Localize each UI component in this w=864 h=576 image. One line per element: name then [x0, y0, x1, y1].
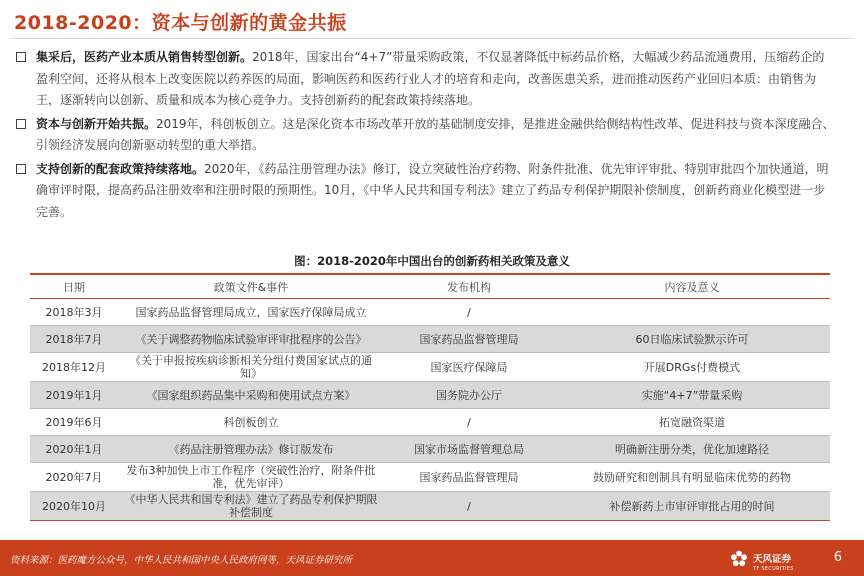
cell-content: 拓宽融资渠道	[554, 409, 830, 436]
table-caption: 图：2018-2020年中国出台的创新药相关政策及意义	[294, 254, 570, 268]
flower-logo-icon	[728, 548, 750, 570]
bullet-lead: 支持创新的配套政策持续落地。	[36, 161, 205, 176]
cell-policy: 《关于申报按疾病诊断相关分组付费国家试点的通知》	[118, 353, 384, 382]
cell-content: 鼓励研究和创制具有明显临床优势的药物	[554, 463, 830, 492]
column-header-policy: 政策文件&事件	[118, 274, 384, 299]
cell-content: 60日临床试验默示许可	[554, 326, 830, 353]
column-header-agency: 发布机构	[384, 274, 554, 299]
table-row	[30, 382, 830, 409]
cell-date: 2018年7月	[30, 326, 118, 353]
brand-name: 天风证券	[753, 553, 792, 565]
cell-content: 实施“4+7”带量采购	[554, 382, 830, 409]
cell-agency: /	[384, 299, 554, 326]
cell-date: 2019年6月	[30, 409, 118, 436]
cell-policy: 《关于调整药物临床试验审评审批程序的公告》	[118, 326, 384, 353]
table-row	[30, 436, 830, 463]
cell-policy: 《国家组织药品集中采购和使用试点方案》	[118, 382, 384, 409]
square-bullet-icon	[16, 164, 26, 174]
column-header-date: 日期	[30, 274, 118, 299]
bullet-lead: 资本与创新开始共振。	[36, 116, 157, 131]
bullet-text: 2019年，科创板创立。这是深化资本市场改革开放的基础制度安排，是推进金融供给侧结构性改革、促进科技与资本深度融合、引领经济发展向创新驱动转型的重大举措。	[36, 116, 835, 152]
cell-content: 明确新注册分类，优化加速路径	[554, 436, 830, 463]
cell-agency: /	[384, 492, 554, 521]
footer-bar	[0, 540, 864, 576]
table-row	[30, 326, 830, 353]
cell-agency: 国家医疗保障局	[384, 353, 554, 382]
cell-agency: 国家药品监督管理局	[384, 463, 554, 492]
cell-date: 2018年12月	[30, 353, 118, 382]
bullet-text: 2018年，国家出台“4+7”带量采购政策，不仅显著降低中标药品价格，大幅减少药品流通费用，压缩药企的盈利空间，还将从根本上改变医院以药养医的局面，影响医药和医药行业人才的培育和走向，改善医患关系，进而推动医药产业回归本质：由销售为王，逐渐转向以创新、质量和成本为核心竞争力。支持创新药的配套政策持续落地。	[36, 50, 825, 107]
bullet-lead: 集采后，医药产业本质从销售转型创新。	[36, 50, 253, 64]
cell-agency: 国务院办公厅	[384, 382, 554, 409]
table-row	[30, 409, 830, 436]
cell-content: 开展DRGs付费模式	[554, 353, 830, 382]
cell-policy: 发布3种加快上市工作程序（突破性治疗，附条件批准，优先审评）	[118, 463, 384, 492]
cell-date: 2019年1月	[30, 382, 118, 409]
cell-policy: 《中华人民共和国专利法》建立了药品专利保护期限补偿制度	[118, 492, 384, 521]
page-title: 2018-2020：资本与创新的黄金共振	[14, 12, 347, 34]
bullet-item	[36, 114, 836, 157]
table-row	[30, 492, 830, 521]
page-number: 6	[833, 550, 842, 565]
bullet-text: 2020年，《药品注册管理办法》修订，设立突破性治疗药物、附条件批准、优先审评审批、特别审批四个加快通道，明确审评时限，提高药品注册效率和注册时限的预期性。10月，《中华人民共和国专利法》建立了药品专利保护期限补偿制度，创新药商业化模型进一步完善。	[36, 161, 829, 219]
brand-logo	[728, 546, 808, 572]
cell-date: 2020年7月	[30, 463, 118, 492]
bullet-list	[36, 47, 836, 225]
cell-agency: /	[384, 409, 554, 436]
table-row	[30, 299, 830, 326]
cell-agency: 国家药品监督管理局	[384, 326, 554, 353]
cell-date: 2018年3月	[30, 299, 118, 326]
cell-content: 补偿新药上市审评审批占用的时间	[554, 492, 830, 521]
cell-date: 2020年1月	[30, 436, 118, 463]
cell-policy: 《药品注册管理办法》修订版发布	[118, 436, 384, 463]
source-note: 资料来源：医药魔方公众号，中华人民共和国中央人民政府网等，天风证券研究所	[10, 555, 353, 566]
column-header-content: 内容及意义	[554, 274, 830, 299]
cell-agency: 国家市场监督管理总局	[384, 436, 554, 463]
policy-table	[30, 273, 830, 521]
square-bullet-icon	[16, 52, 26, 62]
table-row	[30, 463, 830, 492]
square-bullet-icon	[16, 119, 26, 129]
cell-policy: 科创板创立	[118, 409, 384, 436]
table-header-row	[30, 274, 830, 299]
brand-subtitle: TF SECURITIES	[753, 565, 794, 572]
table-row	[30, 353, 830, 382]
bullet-item	[36, 159, 836, 224]
cell-date: 2020年10月	[30, 492, 118, 521]
title-divider	[10, 38, 854, 39]
cell-content	[554, 299, 830, 326]
cell-policy: 国家药品监督管理局成立，国家医疗保障局成立	[118, 299, 384, 326]
bullet-item	[36, 47, 836, 112]
